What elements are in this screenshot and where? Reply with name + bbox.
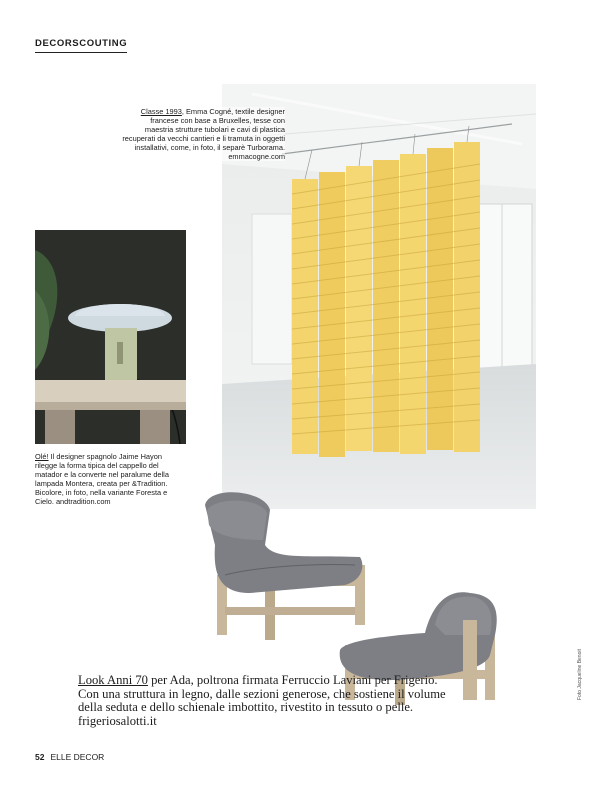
page-number: 52	[35, 752, 45, 762]
chair-caption	[78, 674, 458, 728]
lamp-caption	[35, 452, 185, 506]
chair-caption-lead: Look Anni 70	[78, 673, 148, 687]
magazine-name: ELLE DECOR	[50, 752, 105, 762]
page-footer	[35, 752, 104, 762]
lamp-caption-text: Il designer spagnolo Jaime Hayon rilegge la forma tipica del cappello del matador e la converte nel paralume della lampada Montera, creata per &Tradition. Bicolore, in foto, nella variante Foresta e Cielo. andtradition.com	[35, 452, 169, 506]
lamp-photo	[35, 230, 186, 444]
lounge-chair-front	[205, 492, 365, 640]
section-label: DECORSCOUTING	[35, 38, 127, 53]
lamp-caption-lead: Olé!	[35, 452, 49, 461]
screen-caption-lead: Classe 1993	[140, 107, 182, 116]
chair-caption-text: per Ada, poltrona firmata Ferruccio Laviani per Frigerio. Con una struttura in legno, dalle sezioni generose, che sostiene il volume della seduta e dello schienale imbottito, rivestito in tessuto o pelle. frigeriosalotti.it	[78, 673, 446, 728]
photo-credit: Foto Jacqueline Benoit	[577, 649, 583, 700]
screen-caption-text: , Emma Cogné, textile designer francese con base a Bruxelles, tesse con maestria strutture tubolari e cavi di plastica recuperati da vecchi cantieri e li tramuta in oggetti installativi, come, in foto, il separè Turborama. emmacogne.com	[122, 107, 285, 161]
screen-caption	[120, 107, 285, 161]
